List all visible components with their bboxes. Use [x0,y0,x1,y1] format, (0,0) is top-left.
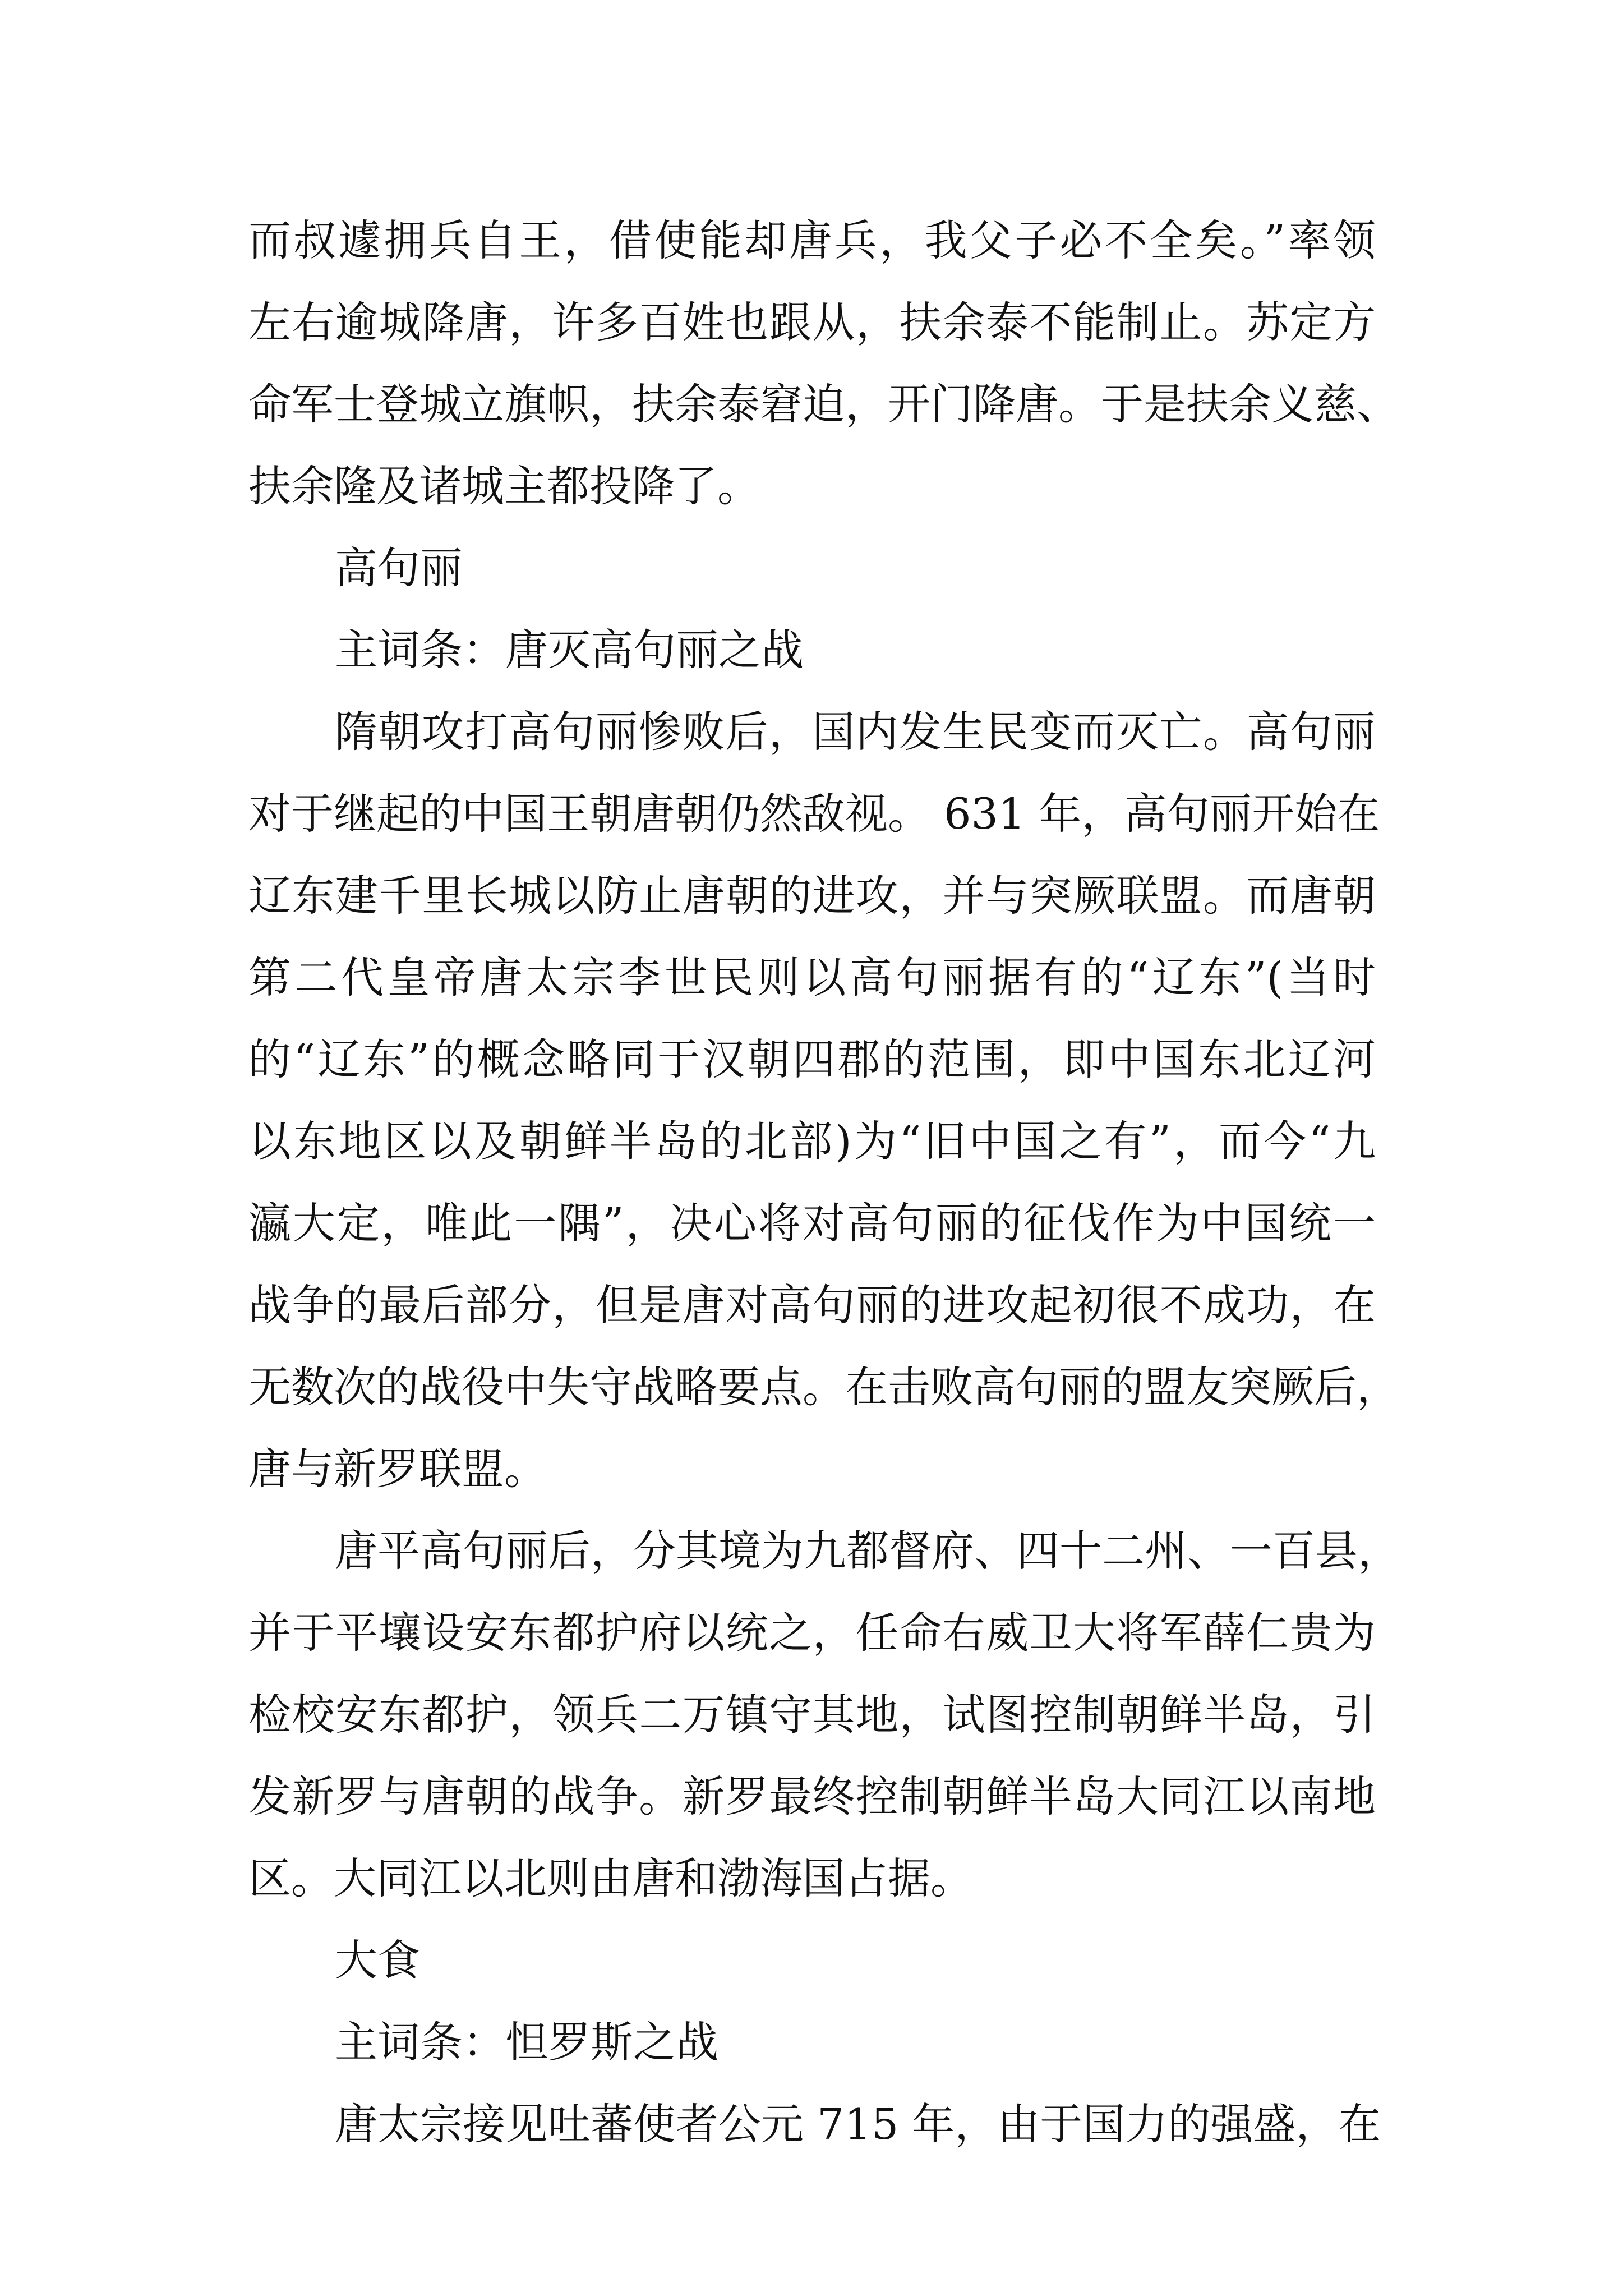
body-text [248,200,1400,2165]
text-line: 左右逾城降唐，许多百姓也跟从，扶余泰不能制止。苏定方 [248,297,1376,347]
text-line: 区。大同江以北则由唐和渤海国占据。 [248,1853,973,1903]
text-line: 无数次的战役中失守战略要点。在击败高句丽的盟友突厥后， [248,1362,1399,1412]
text-line: 第二代皇帝唐太宗李世民则以高句丽据有的“辽东”(当时 [248,953,1376,1002]
section-heading: 大食 [335,1935,420,1985]
section-heading: 高句丽 [335,543,463,593]
text-line: 而叔遽拥兵自王，借使能却唐兵，我父子必不全矣。”率领 [248,215,1376,265]
text-line: 对于继起的中国王朝唐朝仍然敌视。 631 年，高句丽开始在 [248,789,1380,839]
text-line: 战争的最后部分，但是唐对高句丽的进攻起初很不成功，在 [248,1280,1376,1330]
text-line: 唐太宗接见吐蕃使者公元 715 年，由于国力的强盛，在 [335,2099,1381,2149]
main-entry-label: 主词条：唐灭高句丽之战 [335,625,804,675]
text-line: 辽东建千里长城以防止唐朝的进攻，并与突厥联盟。而唐朝 [248,871,1376,921]
text-line: 并于平壤设安东都护府以统之，任命右威卫大将军薛仁贵为 [248,1608,1376,1658]
text-line: 隋朝攻打高句丽惨败后，国内发生民变而灭亡。高句丽 [335,707,1376,757]
text-line: 以东地区以及朝鲜半岛的北部)为“旧中国之有”，而今“九 [248,1116,1376,1166]
text-line: 唐平高句丽后，分其境为九都督府、四十二州、一百县， [335,1526,1400,1576]
text-line: 唐与新罗联盟。 [248,1444,547,1494]
main-entry-label: 主词条：怛罗斯之战 [335,2017,718,2067]
text-line: 扶余隆及诸城主都投降了。 [248,461,760,511]
text-line: 瀛大定，唯此一隅”，决心将对高句丽的征伐作为中国统一 [248,1198,1376,1248]
text-line: 检校安东都护，领兵二万镇守其地，试图控制朝鲜半岛，引 [248,1690,1376,1740]
text-line: 的“辽东”的概念略同于汉朝四郡的范围，即中国东北辽河 [248,1034,1376,1084]
text-line: 发新罗与唐朝的战争。新罗最终控制朝鲜半岛大同江以南地 [248,1772,1376,1821]
text-line: 命军士登城立旗帜，扶余泰窘迫，开门降唐。于是扶余义慈、 [248,379,1399,429]
